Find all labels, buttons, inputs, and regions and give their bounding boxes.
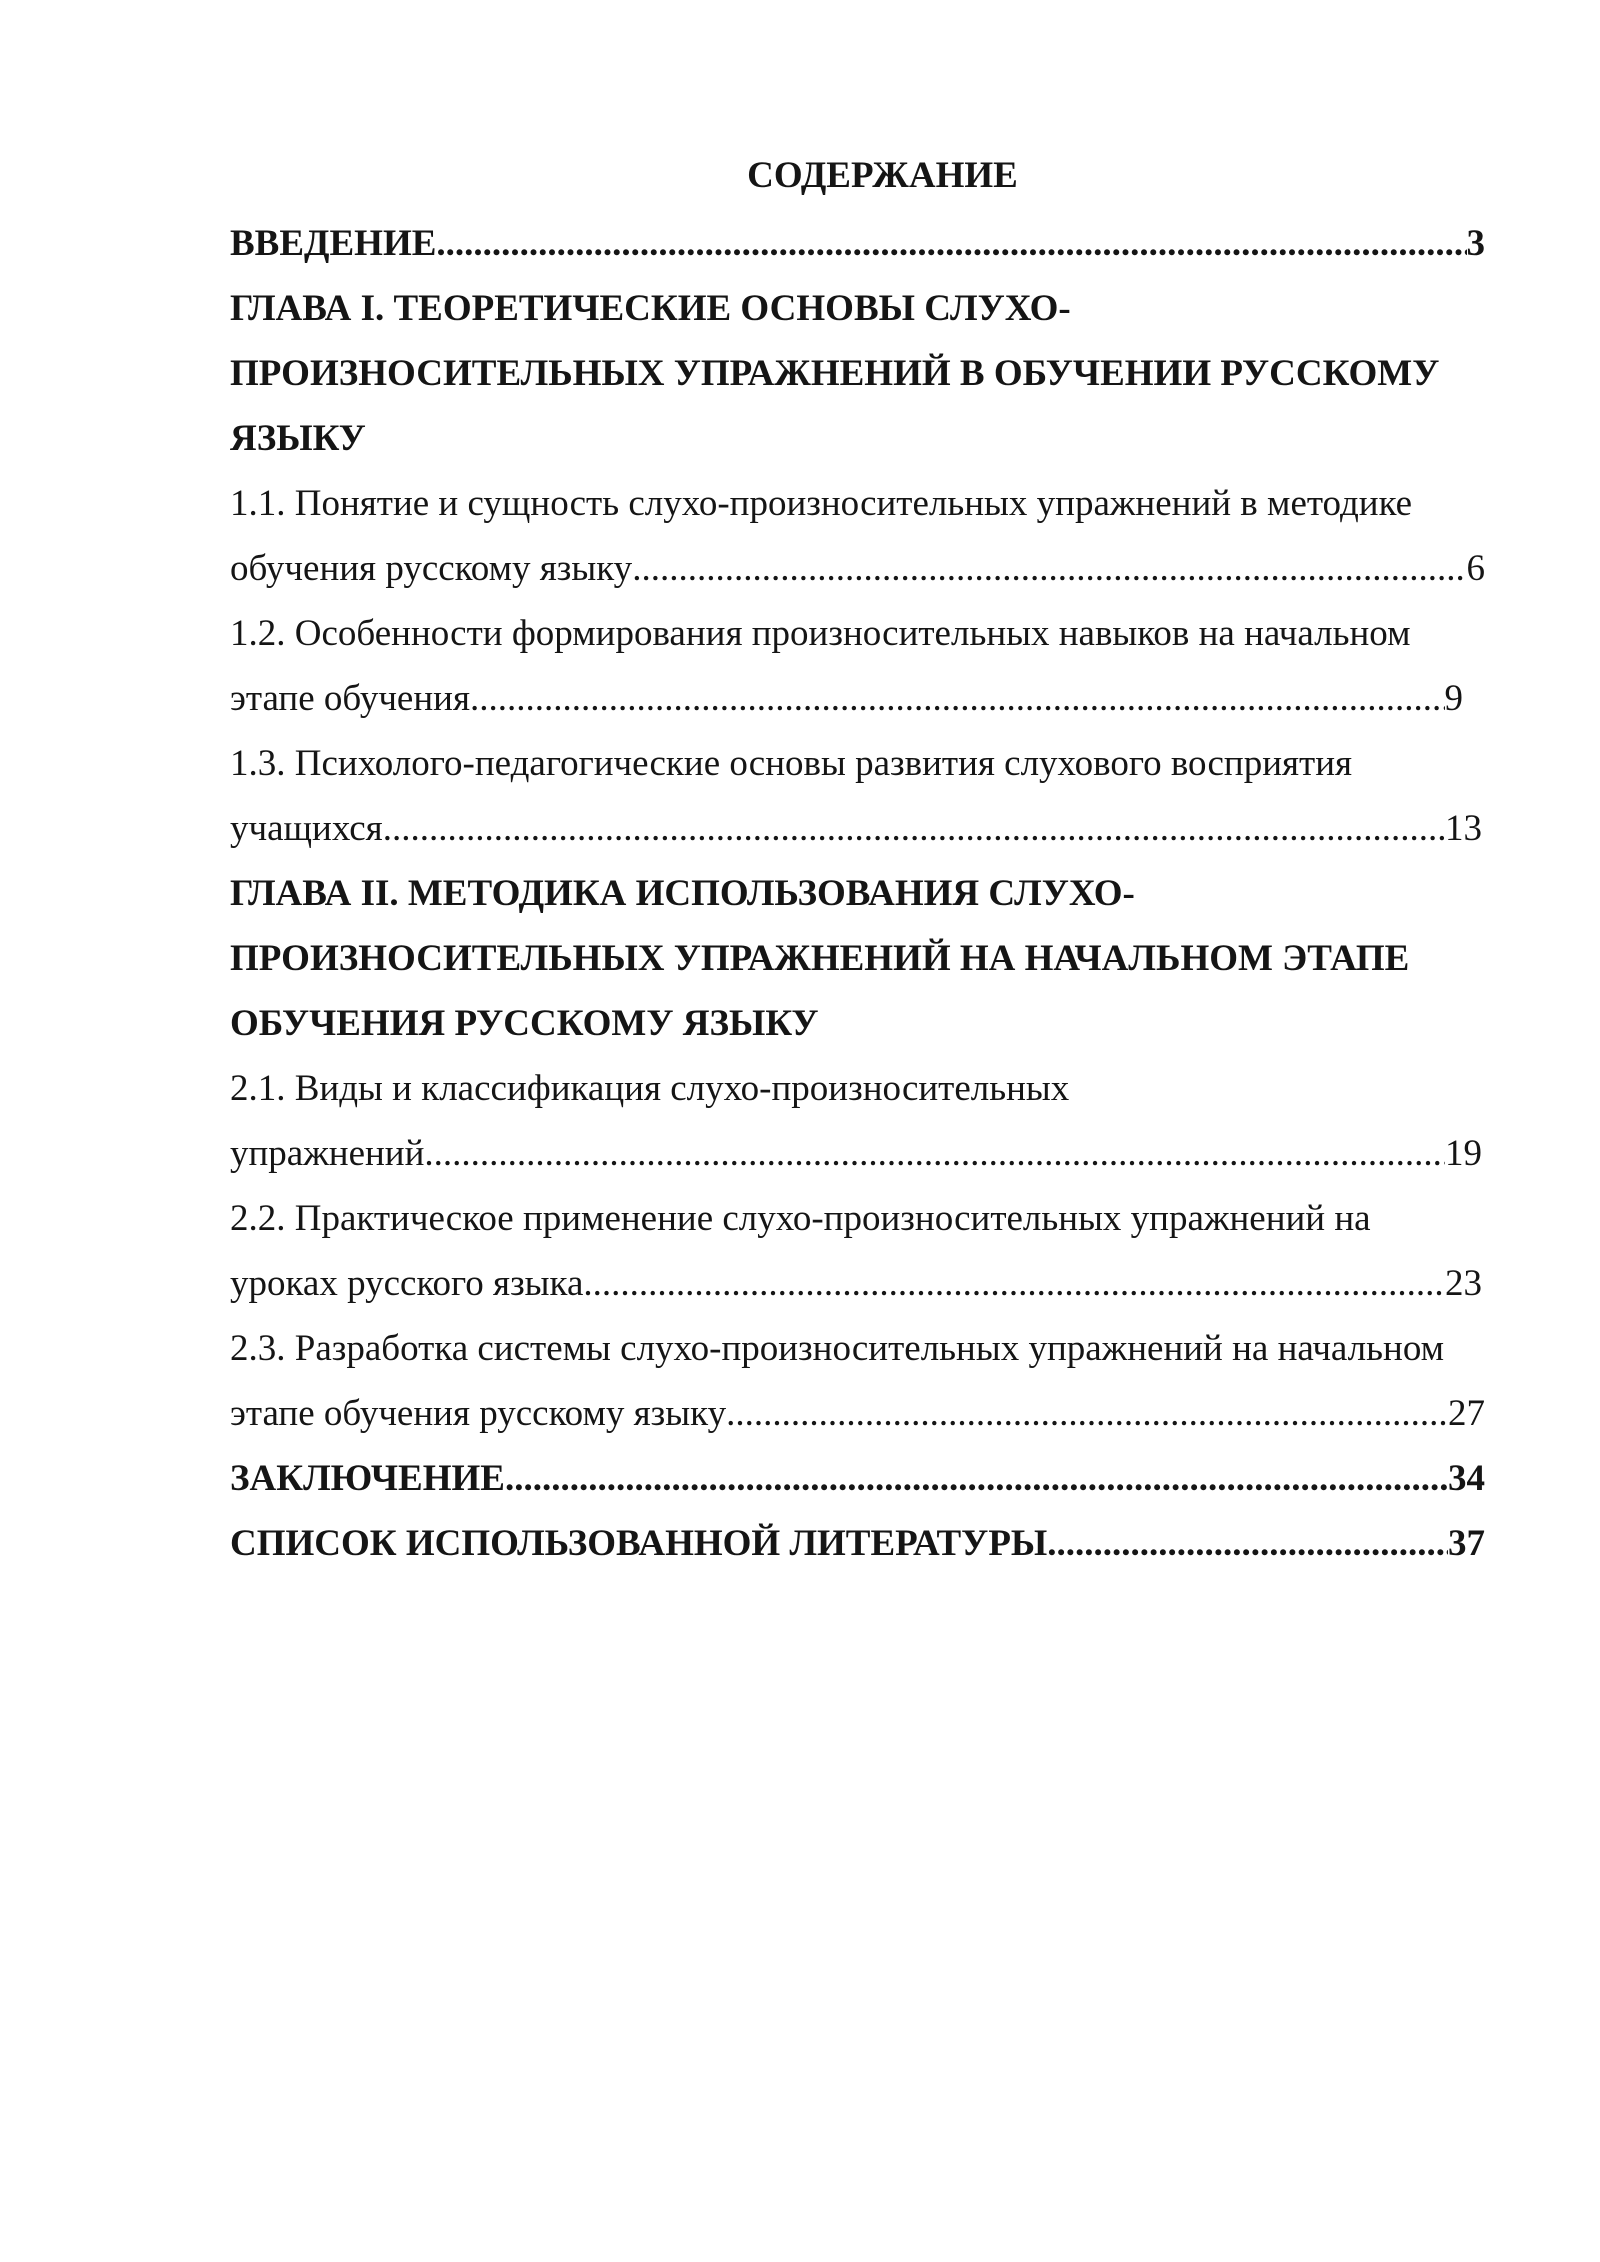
- toc-leader-dots: [436, 211, 1466, 276]
- toc-entry-text: ВВЕДЕНИЕ: [230, 223, 437, 264]
- toc-section-entry: [230, 1121, 1485, 1186]
- toc-leader-dots: [383, 796, 1445, 861]
- toc-leader-dots: [1047, 1511, 1448, 1576]
- toc-leader-dots: [470, 666, 1445, 731]
- toc-page-number: 27: [1448, 1393, 1485, 1434]
- toc-section-entry: [230, 1381, 1485, 1446]
- toc-page-number: 37: [1448, 1523, 1485, 1564]
- chapter-2-heading-line: ГЛАВА II. МЕТОДИКА ИСПОЛЬЗОВАНИЯ СЛУХО-: [230, 873, 1135, 914]
- toc-leader-dots: [632, 536, 1466, 601]
- toc-entry-text: упражнений: [230, 1133, 425, 1174]
- toc-page-number: 34: [1448, 1458, 1485, 1499]
- toc-section-entry: [230, 536, 1485, 601]
- toc-entry-conclusion: [230, 1446, 1485, 1511]
- toc-entry-intro: [230, 211, 1485, 276]
- table-of-contents: [230, 146, 1485, 1576]
- toc-leader-dots: [583, 1251, 1445, 1316]
- toc-page-number: 6: [1466, 548, 1485, 589]
- toc-entry-text: СПИСОК ИСПОЛЬЗОВАННОЙ ЛИТЕРАТУРЫ: [230, 1523, 1048, 1564]
- toc-section-line: 2.3. Разработка системы слухо-произносительных упражнений на начальном: [230, 1328, 1445, 1369]
- chapter-1-heading-line: ЯЗЫКУ: [230, 418, 366, 459]
- toc-section-entry: [230, 1251, 1485, 1316]
- chapter-1-heading-line: ПРОИЗНОСИТЕЛЬНЫХ УПРАЖНЕНИЙ В ОБУЧЕНИИ РУССКОМУ: [230, 353, 1440, 394]
- toc-section-entry: [230, 796, 1485, 861]
- toc-page-number: 3: [1466, 223, 1485, 264]
- toc-section-entry: [230, 666, 1485, 731]
- toc-leader-dots: [726, 1381, 1448, 1446]
- toc-section-line: 1.2. Особенности формирования произносительных навыков на начальном: [230, 613, 1411, 654]
- toc-section-line: 2.2. Практическое применение слухо-произносительных упражнений на: [230, 1198, 1371, 1239]
- toc-entry-text: обучения русскому языку: [230, 548, 633, 589]
- toc-entry-text: ЗАКЛЮЧЕНИЕ: [230, 1458, 505, 1499]
- chapter-2-heading-line: ПРОИЗНОСИТЕЛЬНЫХ УПРАЖНЕНИЙ НА НАЧАЛЬНОМ ЭТАПЕ: [230, 938, 1410, 979]
- toc-section-line: 2.1. Виды и классификация слухо-произносительных: [230, 1068, 1070, 1109]
- toc-entry-bibliography: [230, 1511, 1485, 1576]
- page-title: СОДЕРЖАНИЕ: [747, 155, 1018, 196]
- toc-section-line: 1.1. Понятие и сущность слухо-произносительных упражнений в методике: [230, 483, 1413, 524]
- toc-entry-text: учащихся: [230, 808, 383, 849]
- toc-leader-dots: [505, 1446, 1448, 1511]
- toc-entry-text: этапе обучения русскому языку: [230, 1393, 727, 1434]
- chapter-2-heading-line: ОБУЧЕНИЯ РУССКОМУ ЯЗЫКУ: [230, 1003, 819, 1044]
- toc-entry-text: уроках русского языка: [230, 1263, 584, 1304]
- toc-page-number: 9: [1444, 678, 1463, 719]
- toc-entry-text: этапе обучения: [230, 678, 470, 719]
- toc-leader-dots: [424, 1121, 1445, 1186]
- toc-page-number: 23: [1445, 1263, 1482, 1304]
- toc-section-line: 1.3. Психолого-педагогические основы развития слухового восприятия: [230, 743, 1353, 784]
- toc-page-number: 13: [1445, 808, 1482, 849]
- toc-page-number: 19: [1445, 1133, 1482, 1174]
- chapter-1-heading-line: ГЛАВА I. ТЕОРЕТИЧЕСКИЕ ОСНОВЫ СЛУХО-: [230, 288, 1071, 329]
